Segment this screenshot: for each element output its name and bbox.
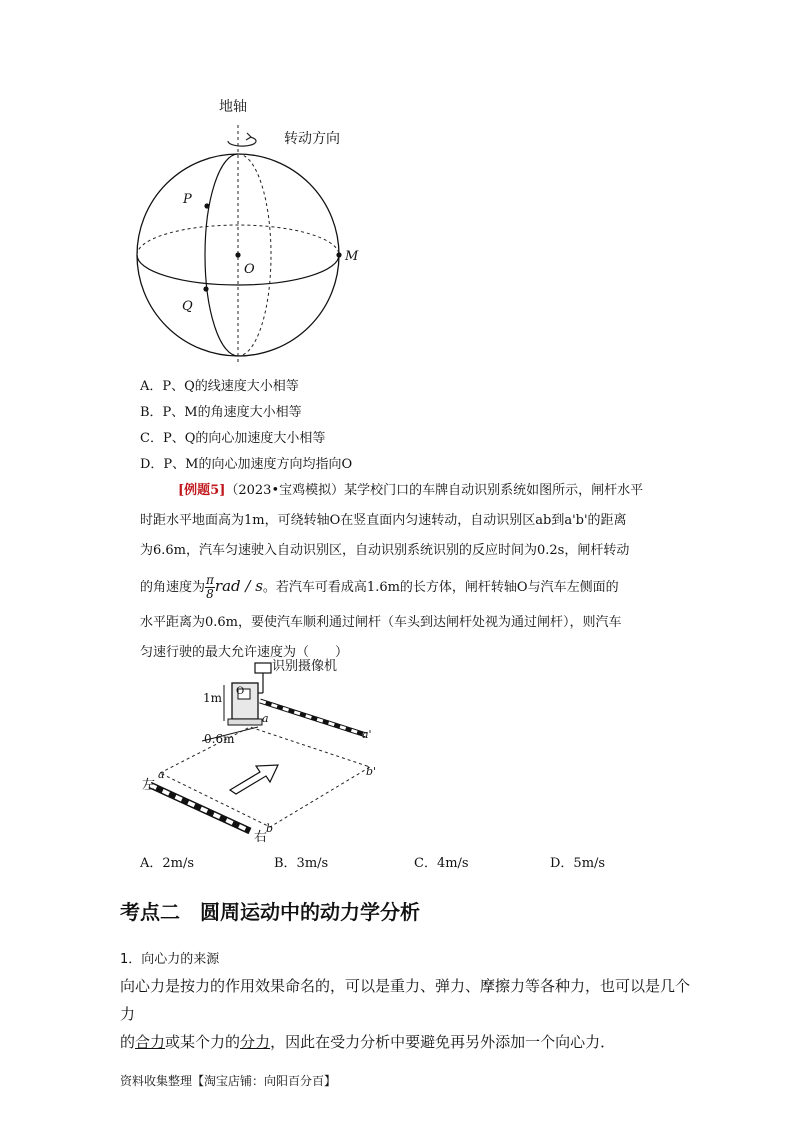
camera-body (255, 663, 271, 673)
point-m-dot (336, 252, 341, 257)
section-body (120, 972, 690, 1056)
label-o: O (244, 262, 255, 277)
q4-option-b: B．P、M的角速度大小相等 (140, 405, 302, 420)
body-line-2 (120, 1028, 690, 1056)
example-tag: [例题5] (178, 483, 226, 498)
direction-arrow (230, 765, 278, 794)
height-label: 1m (203, 691, 223, 705)
example5-text (140, 476, 680, 668)
gate-figure (140, 655, 400, 845)
example-line-3: 为6.6m，汽车匀速驶入自动识别区，自动识别系统识别的反应时间为0.2s，闸杆转动 (140, 543, 630, 558)
point-o-dot (235, 252, 240, 257)
rotation-arrow (228, 137, 256, 146)
section-heading: 考点二 圆周运动中的动力学分析 (120, 900, 420, 924)
section-subheading: 1．向心力的来源 (120, 952, 220, 967)
fraction-denominator: 8 (206, 587, 214, 601)
q4-option-a: A．P、Q的线速度大小相等 (140, 379, 299, 394)
right-side-label: 右 (254, 830, 268, 845)
point-p-dot (204, 203, 209, 208)
q4-option-d: D．P、M的向心加速度方向均指向O (140, 457, 353, 472)
distance-label: 0.6m (204, 732, 235, 746)
angular-velocity-suffix: 。若汽车可看成高1.6m的长方体，闸杆转轴O与汽车左侧面的 (262, 580, 619, 595)
rotation-label: 转动方向 (284, 131, 340, 147)
globe-figure (130, 115, 370, 365)
meridian-back (238, 154, 271, 356)
q5-option-b: B．3m/s (274, 856, 329, 871)
label-m: M (345, 249, 359, 264)
body-text: ，因此在受力分析中要避免再另外添加一个向心力． (270, 1033, 616, 1051)
axis-label: 地轴 (219, 99, 247, 115)
label-q: Q (182, 299, 193, 314)
angular-unit: rad / s (214, 577, 263, 595)
left-side-label: 左 (142, 778, 156, 793)
q5-option-d: D．5m/s (550, 856, 606, 871)
camera-label: 识别摄像机 (272, 659, 338, 674)
example-line-1: （2023•宝鸡模拟）某学校门口的车牌自动识别系统如图所示，闸杆水平 (225, 483, 644, 498)
body-text: 或某个力的 (165, 1033, 241, 1051)
pi-over-8-fraction (205, 574, 215, 601)
q5-option-a: A．2m/s (140, 856, 195, 871)
underlined-component-force: 分力 (240, 1033, 271, 1051)
body-text: 的 (120, 1033, 136, 1051)
fraction-numerator: π (206, 573, 214, 587)
example-line-4 (140, 566, 680, 608)
zone-a-label: a (158, 768, 165, 781)
zone-b-label: b (266, 822, 274, 835)
gate-a-label: a (262, 712, 269, 725)
label-p: P (183, 192, 192, 207)
angular-velocity-prefix: 的角速度为 (140, 580, 206, 595)
gate-o-label: O (236, 686, 245, 697)
q4-option-c: C．P、Q的向心加速度大小相等 (140, 431, 326, 446)
underlined-resultant-force: 合力 (135, 1033, 166, 1051)
zone-b-prime-label: b' (366, 765, 377, 778)
example-line-6: 匀速行驶的最大允许速度为（ ） (140, 645, 349, 660)
meridian-front (205, 154, 238, 356)
body-line-1: 向心力是按力的作用效果命名的，可以是重力、弹力、摩擦力等各种力，也可以是几个力 (120, 977, 691, 1023)
example-line-2: 时距水平地面高为1m，可绕转轴O在竖直面内匀速转动，自动识别区ab到a'b'的距离 (140, 513, 627, 528)
example-line-5: 水平距离为0.6m，要使汽车顺利通过闸杆（车头到达闸杆处视为通过闸杆），则汽车 (140, 615, 622, 630)
footer: 资料收集整理【淘宝店铺：向阳百分百】 (120, 1074, 337, 1088)
point-q-dot (203, 286, 208, 291)
zone-a-prime-label: a' (362, 728, 372, 741)
q5-option-c: C．4m/s (414, 856, 469, 871)
